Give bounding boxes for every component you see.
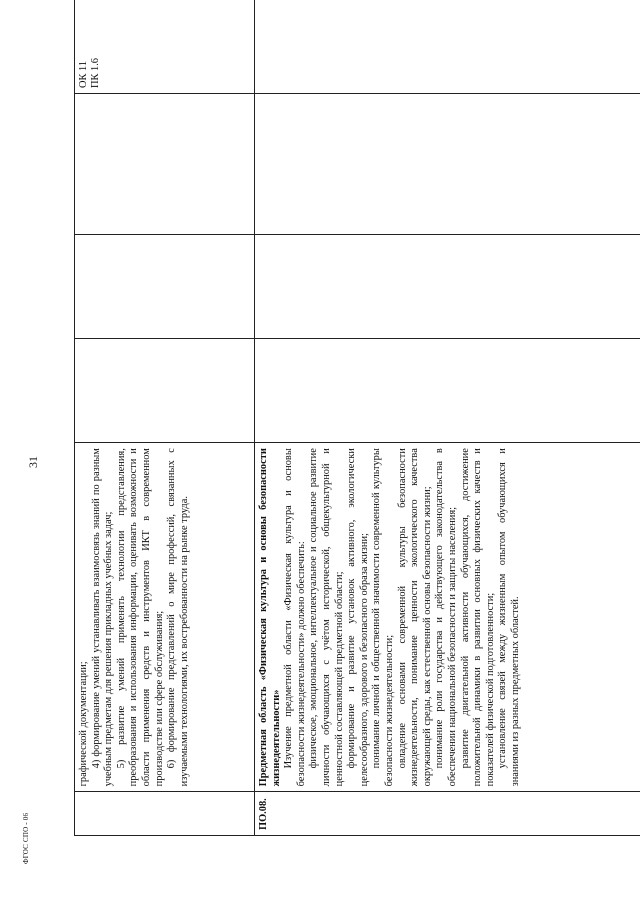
competency-code: ПК 1.6: [90, 57, 101, 89]
row-description-cell: [75, 443, 255, 792]
empty-cell: [255, 94, 640, 235]
row-code-cell: ПО.08.: [255, 792, 640, 836]
description-line: Изучение предметной области «Физическая культура и основы безопасности жизнедеятельности» должно обеспечить:: [283, 448, 307, 787]
empty-cell: [255, 234, 640, 338]
empty-cell: [75, 234, 255, 338]
description-line: развитие двигательной активности обучающихся, достижение положительной динамики в развитии основных физических качеств и показателей физической подготовленности;: [459, 448, 496, 787]
description-line: 4) формирование умений устанавливать взаимосвязь знаний по разным учебным предметам для решения прикладных учебных задач;: [90, 448, 115, 787]
description-line: понимание личной и общественной значимости современной культуры безопасности жизнедеятельности;: [371, 448, 395, 787]
document-footer: ФГОС СПО - 06: [22, 812, 30, 864]
row-code-cell: [75, 792, 255, 836]
description-line: графической документации;: [78, 661, 89, 787]
table-row: [255, 0, 640, 836]
competency-cell: [75, 0, 255, 94]
table-row: [75, 0, 255, 836]
empty-cell: [255, 338, 640, 442]
competency-code: ОК 11: [78, 60, 89, 89]
description-line: формирование и развитие установок активного, экологически целесообразного, здорового и безопасного образа жизни;: [346, 448, 370, 787]
subject-area-title: Предметная область «Физическая культура и основы безопасности жизнедеятельности»: [258, 448, 282, 787]
description-line: овладение основами современной культуры безопасности жизнедеятельности, понимание ценности экологического качества окружающей среды, как естественной основы безопасности жизни;: [396, 448, 433, 787]
empty-cell: [75, 338, 255, 442]
empty-cell: [75, 94, 255, 235]
description-line: установление связей между жизненным опытом обучающихся и знаниями из разных предметных областей.: [497, 448, 521, 787]
competency-cell: [255, 0, 640, 94]
description-line: 6) формирование представлений о мире профессий, связанных с изучаемыми технологиями, их востребованности на рынке труда.: [166, 448, 190, 787]
description-line: физическое, эмоциональное, интеллектуальное и социальное развитие личности обучающихся с учётом исторической, общекультурной и ценностной составляющей предметной области;: [308, 448, 345, 787]
page-number: 31: [26, 456, 40, 468]
row-description-cell: [255, 443, 640, 792]
description-line: 5) развитие умений применять технологии представления, преобразования и использования информации, оценивать возможности и области применения средств и инструментов ИКТ в современном производстве или сфере обслуживания;: [115, 448, 165, 787]
standards-table: [74, 0, 640, 836]
description-line: понимание роли государства и действующего законодательства в обеспечении национальной безопасности и защиты населения;: [434, 448, 458, 787]
rotated-table-sheet: [74, 0, 640, 836]
